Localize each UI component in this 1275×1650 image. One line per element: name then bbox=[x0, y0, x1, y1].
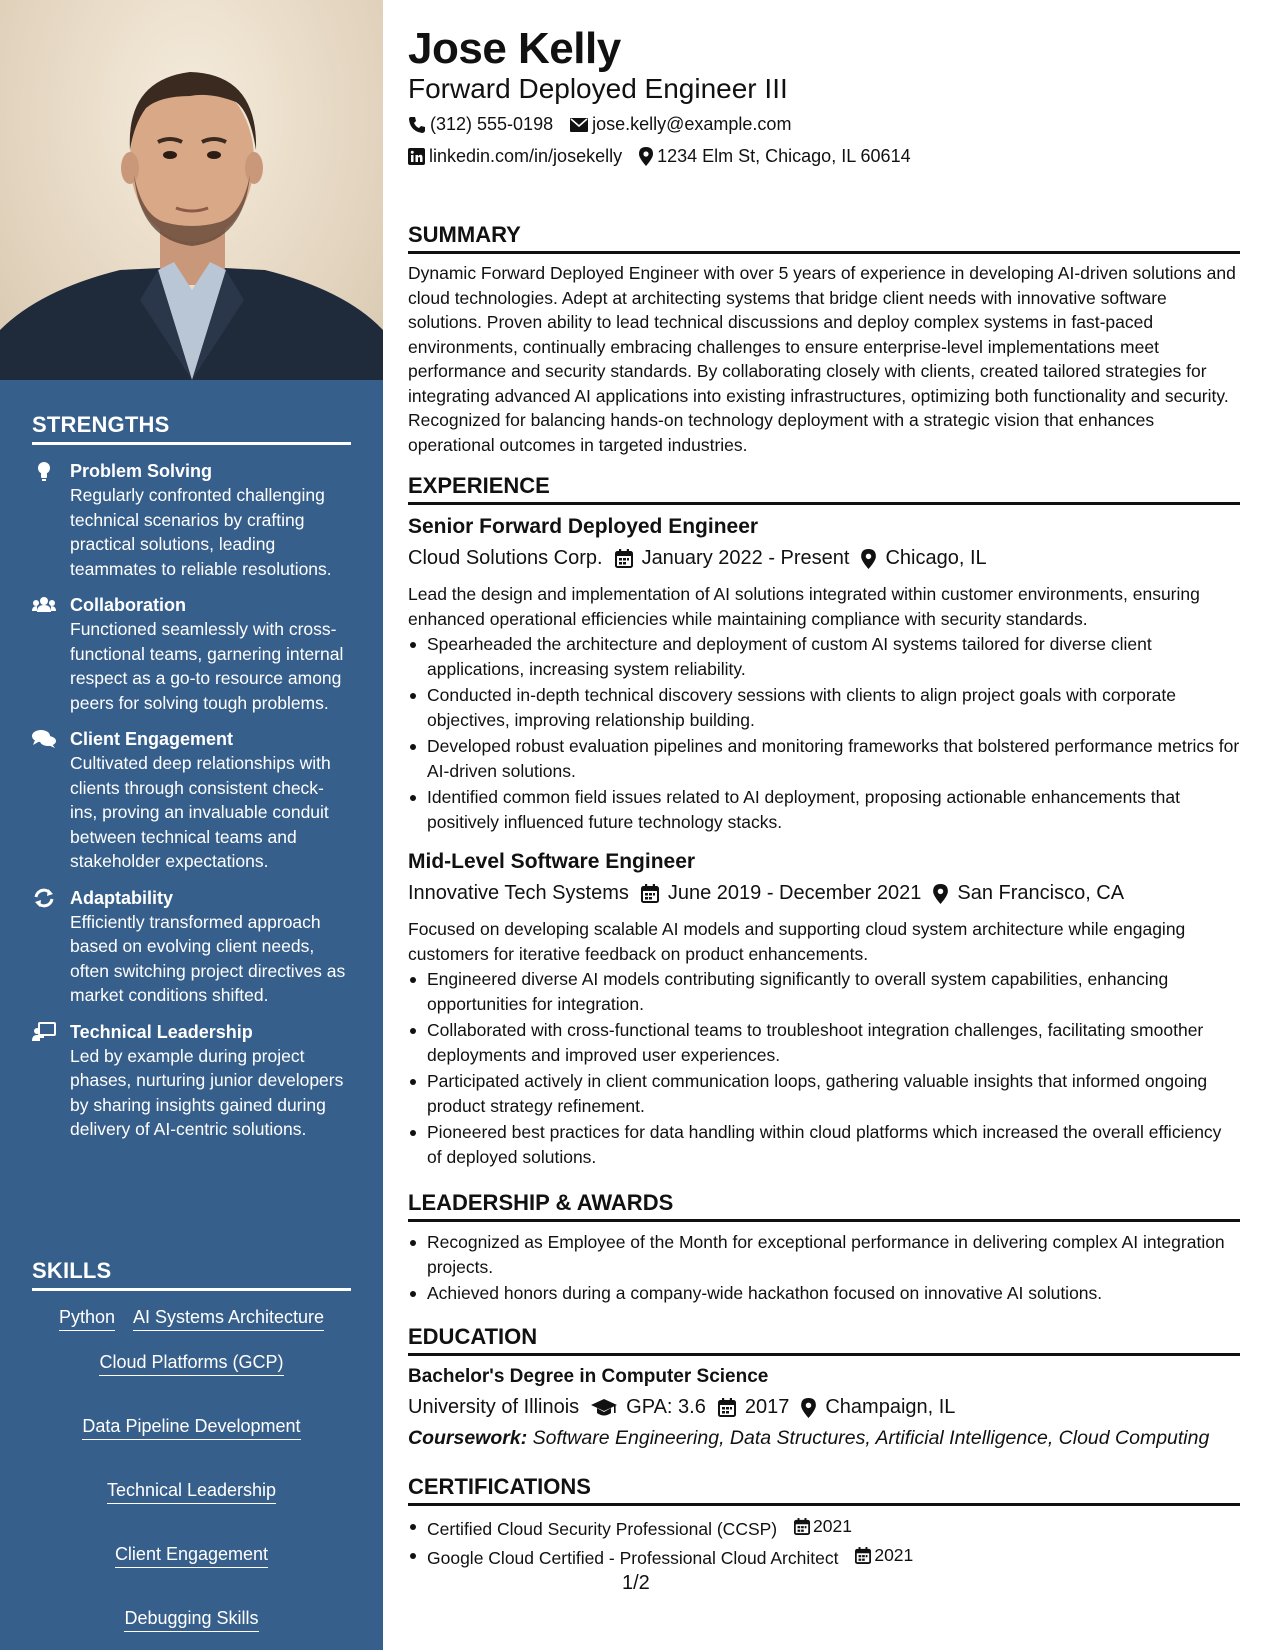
certification-item bbox=[408, 1543, 1240, 1570]
map-marker-icon bbox=[933, 884, 948, 904]
company-name: Innovative Tech Systems bbox=[408, 882, 629, 904]
strength-description: Cultivated deep relationships with clients through consistent check-ins, proving an invaluable conduit between technical teams and stakeholder expectations. bbox=[70, 753, 331, 871]
education-heading: EDUCATION bbox=[408, 1324, 1240, 1356]
job-location: San Francisco, CA bbox=[957, 882, 1125, 904]
skills-heading: SKILLS bbox=[32, 1258, 351, 1291]
contact-row bbox=[408, 114, 808, 135]
strength-title: Client Engagement bbox=[70, 729, 234, 749]
strengths-section bbox=[32, 412, 351, 1142]
calendar-icon bbox=[641, 884, 659, 903]
skill-tag: Data Pipeline Development bbox=[82, 1414, 300, 1440]
skill-tag: Python bbox=[59, 1305, 115, 1331]
strength-description: Functioned seamlessly with cross-functional teams, garnering internal respect as a go-to resource among peers for solving tough problems. bbox=[70, 619, 344, 713]
strength-title: Adaptability bbox=[70, 887, 174, 908]
certification-year-wrap bbox=[794, 1514, 852, 1539]
skills-section bbox=[32, 1258, 351, 1632]
profile-photo bbox=[0, 0, 383, 380]
strength-description: Regularly confronted challenging technical scenarios by crafting practical solutions, leading teammates to reliable resolutions. bbox=[70, 485, 332, 579]
map-marker-icon bbox=[639, 147, 653, 166]
school-name: University of Illinois bbox=[408, 1396, 580, 1418]
linkedin-link[interactable]: linkedin.com/in/josekelly bbox=[429, 146, 623, 166]
map-marker-icon bbox=[801, 1398, 816, 1418]
job-location: Chicago, IL bbox=[885, 547, 987, 569]
skill-tag: Debugging Skills bbox=[124, 1606, 258, 1632]
job-meta bbox=[408, 882, 1124, 905]
map-marker-icon bbox=[861, 549, 876, 569]
skill-tag: Technical Leadership bbox=[107, 1478, 276, 1504]
certifications-list bbox=[408, 1514, 1240, 1573]
strength-title: Collaboration bbox=[70, 595, 186, 615]
job-bullet: Conducted in-depth technical discovery sessions with clients to align project goals with corporate objectives, improving relationship building. bbox=[408, 683, 1240, 732]
users-icon bbox=[32, 595, 56, 615]
job-description: Lead the design and implementation of AI solutions integrated within customer environments, ensuring enhanced operational efficiencies while maintaining compliance with security standards. bbox=[408, 584, 1200, 629]
calendar-icon bbox=[615, 549, 633, 568]
email-contact[interactable] bbox=[570, 114, 791, 135]
strength-item bbox=[32, 886, 351, 1008]
certification-year: 2021 bbox=[813, 1516, 852, 1536]
lightbulb-icon bbox=[32, 461, 56, 481]
phone-text: (312) 555-0198 bbox=[430, 114, 554, 134]
job-bullet: Identified common field issues related to AI deployment, proposing actionable enhancements that positively influenced future technology stacks. bbox=[408, 785, 1240, 834]
certification-year: 2021 bbox=[874, 1545, 914, 1566]
linkedin-icon bbox=[408, 148, 425, 165]
job-title: Senior Forward Deployed Engineer bbox=[408, 515, 759, 538]
skill-tag: Cloud Platforms (GCP) bbox=[99, 1350, 283, 1376]
coursework-label: Coursework: bbox=[408, 1427, 528, 1449]
job-bullets bbox=[408, 967, 1240, 1171]
coursework bbox=[408, 1427, 1209, 1450]
job-bullet: Spearheaded the architecture and deployment of custom AI systems tailored for diverse client applications, increasing system reliability. bbox=[408, 632, 1240, 681]
strength-description: Led by example during project phases, nurturing junior developers by sharing insights gained during delivery of AI-centric solutions. bbox=[70, 1045, 344, 1139]
job-meta bbox=[408, 547, 987, 570]
certification-item bbox=[408, 1514, 1240, 1541]
graduation-cap-icon bbox=[591, 1399, 617, 1417]
company-name: Cloud Solutions Corp. bbox=[408, 547, 603, 569]
strength-title: Technical Leadership bbox=[70, 1021, 253, 1042]
graduation-year: 2017 bbox=[744, 1396, 790, 1418]
job-bullets bbox=[408, 632, 1240, 836]
summary-heading: SUMMARY bbox=[408, 222, 1240, 254]
chalkboard-teacher-icon bbox=[32, 1022, 56, 1042]
certification-name: Google Cloud Certified - Professional Cloud Architect bbox=[427, 1548, 839, 1568]
calendar-icon bbox=[855, 1547, 871, 1564]
candidate-title: Forward Deployed Engineer III bbox=[408, 73, 788, 104]
address-text: 1234 Elm St, Chicago, IL 60614 bbox=[657, 146, 911, 166]
certification-year-wrap bbox=[855, 1543, 913, 1568]
strengths-heading: STRENGTHS bbox=[32, 412, 351, 445]
strength-item bbox=[32, 1020, 351, 1142]
strength-description: Efficiently transformed approach based on evolving client needs, often switching project directives as market conditions shifted. bbox=[70, 911, 346, 1005]
sidebar bbox=[0, 0, 383, 1650]
calendar-icon bbox=[794, 1518, 810, 1535]
awards-list bbox=[408, 1230, 1240, 1308]
award-item: Recognized as Employee of the Month for exceptional performance in delivering complex AI integration projects. bbox=[408, 1230, 1240, 1279]
contact-row-2 bbox=[408, 146, 928, 167]
coursework-list: Software Engineering, Data Structures, Artificial Intelligence, Cloud Computing bbox=[532, 1427, 1210, 1449]
gpa: GPA: 3.6 bbox=[626, 1396, 706, 1418]
degree-title: Bachelor's Degree in Computer Science bbox=[408, 1366, 769, 1387]
phone-contact bbox=[408, 114, 553, 135]
job-dates: January 2022 - Present bbox=[641, 547, 850, 569]
email-link[interactable]: jose.kelly@example.com bbox=[592, 114, 792, 134]
job-description: Focused on developing scalable AI models and supporting cloud system architecture while engaging customers for iterative feedback on product enhancements. bbox=[408, 919, 1186, 964]
candidate-name: Jose Kelly bbox=[408, 24, 621, 73]
skills-list bbox=[32, 1305, 351, 1632]
calendar-icon bbox=[718, 1398, 736, 1417]
linkedin-contact[interactable] bbox=[408, 146, 622, 167]
strength-item bbox=[32, 593, 351, 715]
comments-icon bbox=[32, 729, 56, 749]
phone-icon bbox=[408, 116, 426, 134]
certification-name: Certified Cloud Security Professional (CCSP) bbox=[427, 1518, 778, 1539]
skill-tag: AI Systems Architecture bbox=[133, 1305, 324, 1331]
school-location: Champaign, IL bbox=[825, 1396, 956, 1418]
experience-heading: EXPERIENCE bbox=[408, 473, 1240, 505]
sync-icon bbox=[32, 888, 56, 908]
skill-tag: Client Engagement bbox=[115, 1542, 268, 1568]
strength-item bbox=[32, 727, 351, 874]
job-bullet: Participated actively in client communication loops, gathering valuable insights that informed ongoing product strategy refinement. bbox=[408, 1069, 1240, 1118]
address-contact bbox=[639, 146, 911, 167]
strength-item bbox=[32, 459, 351, 581]
awards-heading: LEADERSHIP & AWARDS bbox=[408, 1190, 1240, 1222]
job-bullet: Engineered diverse AI models contributing significantly to overall system capabilities, enhancing opportunities for integration. bbox=[408, 967, 1240, 1016]
certifications-heading: CERTIFICATIONS bbox=[408, 1474, 1240, 1506]
envelope-icon bbox=[570, 118, 588, 132]
job-bullet: Pioneered best practices for data handling within cloud platforms which increased the overall efficiency of deployed solutions. bbox=[408, 1120, 1240, 1169]
page-number: 1/2 bbox=[622, 1572, 650, 1594]
education-meta bbox=[408, 1396, 955, 1419]
job-title: Mid-Level Software Engineer bbox=[408, 850, 696, 873]
job-bullet: Collaborated with cross-functional teams to troubleshoot integration challenges, facilitating smoother deployments and improved user experiences. bbox=[408, 1018, 1240, 1067]
strength-title: Problem Solving bbox=[70, 461, 213, 481]
job-bullet: Developed robust evaluation pipelines and monitoring frameworks that bolstered performance metrics for AI-driven solutions. bbox=[408, 734, 1240, 783]
award-item: Achieved honors during a company-wide hackathon focused on innovative AI solutions. bbox=[408, 1281, 1240, 1306]
summary-text: Dynamic Forward Deployed Engineer with over 5 years of experience in developing AI-driven solutions and cloud technologies. Adept at architecting systems that bridge client needs with innovative software solutions. Proven ability to lead technical discussions and deploy complex systems in fast-paced environments, continually embracing challenges to ensure enterprise-level implementations meet performance and security standards. By collaborating closely with clients, created tailored strategies for integrating advanced AI applications into existing infrastructures, optimizing both functionality and security. Recognized for balancing hands-on technology deployment with a strategic vision that enhances operational outcomes in targeted industries. bbox=[408, 263, 1236, 455]
job-dates: June 2019 - December 2021 bbox=[667, 882, 922, 904]
